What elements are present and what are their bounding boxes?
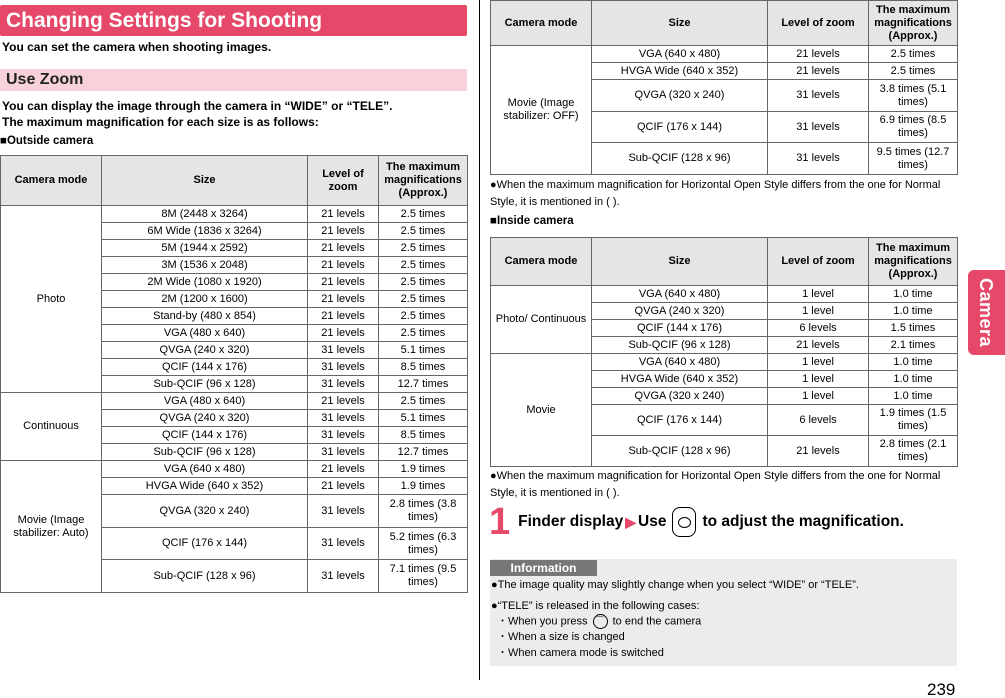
zoom-cell: 21 levels [308,308,379,325]
zoom-cell: 21 levels [308,206,379,223]
step-text [518,507,904,537]
step-text-a: Finder display [518,513,624,530]
info-line-3a: ・When you press [497,615,588,628]
max-cell: 2.5 times [379,393,468,410]
info-line-3b: to end the camera [612,615,702,628]
max-cell: 1.9 times (1.5 times) [869,405,958,436]
size-cell: 2M (1200 x 1600) [102,291,308,308]
col-header-max: The maximum magnifications (Approx.) [869,238,958,286]
note-horizontal-open-1: ●When the maximum magnification for Horizontal Open Style differs from the one for Normal Style, it is mentioned in ( ). [490,179,941,208]
max-cell: 1.0 time [869,371,958,388]
note-horizontal-open-2: ●When the maximum magnification for Horizontal Open Style differs from the one for Normal Style, it is mentioned in ( ). [490,470,941,499]
size-cell: 6M Wide (1836 x 3264) [102,223,308,240]
col-header-mode: Camera mode [1,156,102,206]
photo-continuous-mode-cell: Photo/ Continuous [491,286,592,354]
max-cell: 2.5 times [379,291,468,308]
zoom-cell: 31 levels [768,80,869,112]
size-cell: QCIF (144 x 176) [102,427,308,444]
max-cell: 2.1 times [869,337,958,354]
zoom-cell: 6 levels [768,320,869,337]
table-row [491,46,958,63]
size-cell: VGA (640 x 480) [592,286,768,303]
max-cell: 5.2 times (6.3 times) [379,528,468,560]
col-header-mode: Camera mode [491,238,592,286]
max-cell: 12.7 times [379,444,468,461]
triangle-arrow-icon: ▶ [625,513,637,530]
zoom-cell: 31 levels [308,560,379,593]
col-header-size: Size [592,1,768,46]
zoom-cell: 21 levels [308,274,379,291]
info-line-3 [497,614,701,629]
table-row [491,354,958,371]
max-cell: 1.0 time [869,303,958,320]
max-cell: 1.0 time [869,354,958,371]
side-tab-label: Camera [976,278,996,348]
size-cell: QVGA (320 x 240) [592,80,768,112]
zoom-cell: 21 levels [308,291,379,308]
zoom-cell: 31 levels [308,444,379,461]
size-cell: QCIF (176 x 144) [592,112,768,143]
size-cell: Sub-QCIF (96 x 128) [102,376,308,393]
size-cell: QVGA (320 x 240) [592,388,768,405]
movie-mode-cell: Movie [491,354,592,467]
size-cell: Stand-by (480 x 854) [102,308,308,325]
end-key-icon: ⌒ [593,614,608,629]
max-cell: 8.5 times [379,359,468,376]
intro-text: You can set the camera when shooting images. [2,40,272,54]
side-tab-camera [968,270,1005,355]
col-header-zoom: Level of zoom [768,238,869,286]
max-cell: 2.8 times (2.1 times) [869,436,958,467]
max-cell: 2.5 times [379,325,468,342]
description-line-1: You can display the image through the camera in “WIDE” or “TELE”. [2,99,393,113]
table-row [491,286,958,303]
size-cell: 8M (2448 x 3264) [102,206,308,223]
max-cell: 2.8 times (3.8 times) [379,495,468,528]
size-cell: QVGA (320 x 240) [102,495,308,528]
table-row [1,393,468,410]
zoom-cell: 31 levels [308,376,379,393]
max-cell: 1.0 time [869,388,958,405]
movie-auto-mode-cell: Movie (Image stabilizer: Auto) [1,461,102,593]
size-cell: QCIF (176 x 144) [592,405,768,436]
zoom-cell: 31 levels [308,528,379,560]
size-cell: QVGA (240 x 320) [592,303,768,320]
movie-off-mode-cell: Movie (Image stabilizer: OFF) [491,46,592,175]
max-cell: 5.1 times [379,410,468,427]
zoom-cell: 31 levels [308,410,379,427]
description-line-2: The maximum magnification for each size is as follows: [2,115,319,129]
zoom-cell: 21 levels [768,337,869,354]
max-cell: 12.7 times [379,376,468,393]
max-cell: 8.5 times [379,427,468,444]
size-cell: 2M Wide (1080 x 1920) [102,274,308,291]
max-cell: 1.5 times [869,320,958,337]
size-cell: 3M (1536 x 2048) [102,257,308,274]
info-line-1: ●The image quality may slightly change when you select “WIDE” or “TELE”. [491,579,859,591]
size-cell: Sub-QCIF (96 x 128) [102,444,308,461]
max-cell: 2.5 times [379,274,468,291]
size-cell: VGA (640 x 480) [102,461,308,478]
zoom-cell: 31 levels [768,143,869,175]
max-cell: 2.5 times [869,46,958,63]
size-cell: QCIF (144 x 176) [592,320,768,337]
max-cell: 2.5 times [379,223,468,240]
size-cell: Sub-QCIF (96 x 128) [592,337,768,354]
zoom-cell: 21 levels [308,461,379,478]
max-cell: 2.5 times [379,308,468,325]
size-cell: QVGA (240 x 320) [102,342,308,359]
size-cell: HVGA Wide (640 x 352) [102,478,308,495]
max-cell: 2.5 times [379,257,468,274]
table-row [1,461,468,478]
size-cell: VGA (480 x 640) [102,325,308,342]
outside-camera-table-continued [490,0,958,175]
max-cell: 2.5 times [379,240,468,257]
size-cell: QCIF (176 x 144) [102,528,308,560]
zoom-cell: 1 level [768,388,869,405]
inside-camera-label: ■Inside camera [490,215,574,227]
col-header-size: Size [102,156,308,206]
page-number: 239 [927,680,956,698]
max-cell: 1.0 time [869,286,958,303]
max-cell: 6.9 times (8.5 times) [869,112,958,143]
step-number: 1 [489,501,511,543]
col-header-zoom: Level of zoom [308,156,379,206]
col-header-max: The maximum magnifications (Approx.) [869,1,958,46]
size-cell: QCIF (144 x 176) [102,359,308,376]
col-header-max: The maximum magnifications (Approx.) [379,156,468,206]
max-cell: 1.9 times [379,478,468,495]
size-cell: Sub-QCIF (128 x 96) [102,560,308,593]
zoom-cell: 21 levels [308,325,379,342]
zoom-cell: 1 level [768,303,869,320]
max-cell: 2.5 times [379,206,468,223]
multi-cursor-key-icon [672,507,696,537]
size-cell: HVGA Wide (640 x 352) [592,63,768,80]
size-cell: VGA (640 x 480) [592,354,768,371]
zoom-cell: 21 levels [768,436,869,467]
info-line-5: ・When camera mode is switched [497,647,664,659]
zoom-cell: 31 levels [308,359,379,376]
zoom-cell: 1 level [768,286,869,303]
size-cell: QVGA (240 x 320) [102,410,308,427]
inside-camera-table [490,237,958,467]
zoom-cell: 21 levels [308,240,379,257]
zoom-cell: 21 levels [768,46,869,63]
max-cell: 5.1 times [379,342,468,359]
col-header-mode: Camera mode [491,1,592,46]
outside-camera-label: ■Outside camera [0,135,94,147]
photo-mode-cell: Photo [1,206,102,393]
zoom-cell: 21 levels [308,393,379,410]
col-header-zoom: Level of zoom [768,1,869,46]
info-line-4: ・When a size is changed [497,631,625,643]
size-cell: HVGA Wide (640 x 352) [592,371,768,388]
info-line-2: ●“TELE” is released in the following cases: [491,600,700,612]
step-text-b: Use [638,513,667,530]
zoom-cell: 31 levels [308,342,379,359]
step-text-c: to adjust the magnification. [702,513,904,530]
page-title: Changing Settings for Shooting [0,5,467,36]
zoom-cell: 21 levels [308,257,379,274]
max-cell: 1.9 times [379,461,468,478]
size-cell: VGA (640 x 480) [592,46,768,63]
max-cell: 9.5 times (12.7 times) [869,143,958,175]
zoom-cell: 21 levels [308,478,379,495]
step-1 [489,501,904,543]
size-cell: 5M (1944 x 2592) [102,240,308,257]
zoom-cell: 31 levels [768,112,869,143]
size-cell: Sub-QCIF (128 x 96) [592,143,768,175]
zoom-cell: 21 levels [768,63,869,80]
col-header-size: Size [592,238,768,286]
continuous-mode-cell: Continuous [1,393,102,461]
zoom-cell: 1 level [768,354,869,371]
size-cell: Sub-QCIF (128 x 96) [592,436,768,467]
zoom-cell: 21 levels [308,223,379,240]
outside-camera-table [0,155,468,593]
table-row [1,206,468,223]
section-heading: Use Zoom [0,69,467,91]
size-cell: VGA (480 x 640) [102,393,308,410]
max-cell: 3.8 times (5.1 times) [869,80,958,112]
zoom-cell: 1 level [768,371,869,388]
column-divider [479,0,480,680]
max-cell: 2.5 times [869,63,958,80]
zoom-cell: 31 levels [308,495,379,528]
zoom-cell: 31 levels [308,427,379,444]
zoom-cell: 6 levels [768,405,869,436]
information-tab: Information [490,560,597,576]
max-cell: 7.1 times (9.5 times) [379,560,468,593]
